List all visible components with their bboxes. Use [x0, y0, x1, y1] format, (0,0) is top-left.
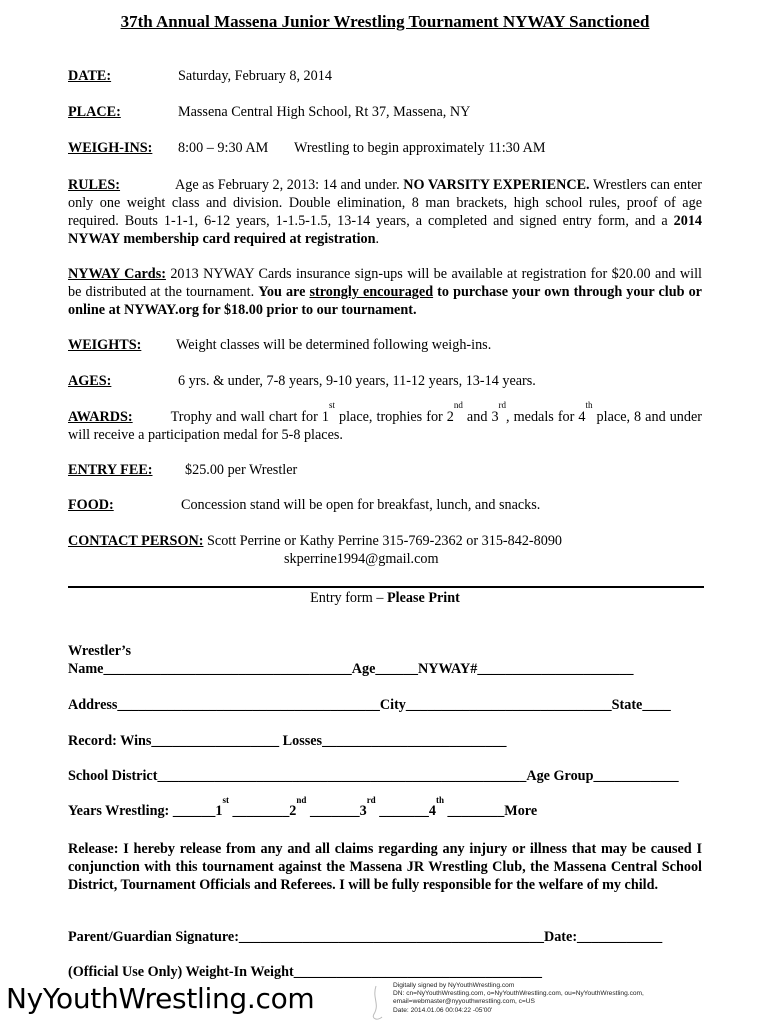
place-label: PLACE: — [68, 104, 121, 120]
awards-sup-3: rd — [498, 400, 507, 410]
rules-bold-2: 2014 NYWAY membership card required at registration — [68, 213, 702, 247]
signature-scribble-icon — [362, 984, 390, 1022]
cards-text-1: 2013 NYWAY Cards insurance sign-ups will be available at registration for $20.00 and will be distributed at the tournament. — [68, 266, 702, 300]
ages-value: 6 yrs. & under, 7-8 years, 9-10 years, 11-12 years, 13-14 years. — [178, 373, 536, 389]
state-field[interactable]: ____ — [642, 697, 671, 713]
digital-signature-line: Date: 2014.01.06 00:04:22 -05'00' — [393, 1006, 493, 1014]
cards-bold-2: to purchase your own through your club or online at NYWAY.org for $18.00 prior to our tournament. — [68, 284, 702, 318]
document-title: 37th Annual Massena Junior Wrestling Tournament NYWAY Sanctioned — [120, 12, 650, 31]
digital-signature-block — [393, 982, 713, 1015]
nyway-label: NYWAY# — [417, 661, 478, 677]
years-4-field[interactable]: _______ — [379, 803, 429, 819]
years-3-field[interactable]: _______ — [309, 803, 360, 819]
years-4-sup: th — [435, 795, 444, 805]
years-1-sup: st — [222, 795, 229, 805]
city-field[interactable]: _____________________________ — [405, 697, 612, 713]
place-row — [68, 104, 702, 121]
contact-email: skperrine1994@gmail.com — [284, 551, 439, 567]
age-field[interactable]: ______ — [375, 661, 418, 677]
section-divider — [68, 586, 704, 588]
fee-label: ENTRY FEE: — [68, 462, 153, 478]
years-2-sup: nd — [296, 795, 307, 805]
awards-sup-4: th — [585, 400, 593, 410]
date-field[interactable]: ____________ — [577, 929, 663, 945]
ages-label: AGES: — [68, 373, 112, 389]
awards-paragraph — [68, 400, 702, 444]
awards-text-1: Trophy and wall chart for 1 — [170, 409, 329, 425]
losses-label: Losses — [282, 733, 323, 749]
official-line — [68, 964, 542, 981]
ages-row — [68, 373, 702, 390]
weight-field[interactable]: ___________________________________ — [293, 964, 542, 980]
cards-label: NYWAY Cards: — [68, 266, 166, 282]
state-label: State — [611, 697, 643, 713]
signature-label: Parent/Guardian Signature: — [68, 929, 239, 945]
name-field[interactable]: ___________________________________ — [103, 661, 352, 677]
signature-line — [68, 929, 662, 946]
awards-sup-1: st — [328, 400, 335, 410]
record-line — [68, 733, 507, 750]
cards-bold-underline: strongly encouraged — [309, 284, 434, 300]
weighins-note: Wrestling to begin approximately 11:30 AM — [294, 140, 546, 156]
wins-field[interactable]: __________________ — [151, 733, 280, 749]
years-more-field[interactable]: ________ — [447, 803, 505, 819]
rules-label: RULES: — [68, 177, 121, 193]
contact-label: CONTACT PERSON: — [68, 533, 204, 549]
signature-field[interactable]: ___________________________________________ — [238, 929, 544, 945]
cards-bold-1: You are — [258, 284, 310, 300]
awards-sup-2: nd — [453, 400, 463, 410]
losses-field[interactable]: __________________________ — [322, 733, 507, 749]
date-row — [68, 68, 702, 85]
entry-form-prefix: Entry form – — [310, 590, 387, 606]
awards-text-5: place, 8 and under will receive a participation medal for 5-8 places. — [68, 409, 702, 443]
years-1-label: 1 — [215, 803, 223, 819]
cards-paragraph — [68, 265, 702, 319]
date-value: Saturday, February 8, 2014 — [178, 68, 332, 84]
food-value: Concession stand will be open for breakfast, lunch, and snacks. — [181, 497, 541, 513]
weighins-row — [68, 140, 702, 157]
weights-value: Weight classes will be determined following weigh-ins. — [176, 337, 492, 353]
school-label: School District — [68, 768, 158, 784]
years-line — [68, 795, 538, 820]
years-2-field[interactable]: ________ — [232, 803, 290, 819]
name-label: Name — [68, 661, 104, 677]
awards-text-4: , medals for 4 — [506, 409, 586, 425]
weighins-label: WEIGH-INS: — [68, 140, 153, 156]
rules-bold-1: NO VARSITY EXPERIENCE. — [403, 177, 590, 193]
years-2-label: 2 — [289, 803, 297, 819]
wins-label: Record: Wins — [68, 733, 152, 749]
weights-row — [68, 337, 702, 354]
years-4-label: 4 — [428, 803, 436, 819]
city-label: City — [379, 697, 406, 713]
fee-value: $25.00 per Wrestler — [185, 462, 298, 478]
entry-form-heading — [0, 590, 770, 607]
rules-paragraph — [68, 176, 702, 248]
years-label: Years Wrestling: — [68, 803, 170, 819]
release-paragraph: Release: I hereby release from any and all claims regarding any injury or illness that may be caused I conjunction with this tournament against the Massena JR Wrestling Club, the Massena Central School District, Tournament Officials and Referees. I will be fully responsible for the welfare of my child. — [68, 841, 702, 893]
awards-label: AWARDS: — [68, 409, 133, 425]
weighins-time: 8:00 – 9:30 AM — [178, 140, 269, 156]
age-label: Age — [351, 661, 376, 677]
wrestlers-label: Wrestler’s — [68, 643, 132, 659]
rules-text-2: Wrestlers can enter only one weight class and division. Double elimination, 8 man brackets, high school rules, proof of age required. Bouts 1-1-1, 6-12 years, 1-1.5-1.5, 13-14 years, a completed and signed entry form, and a — [68, 177, 702, 229]
digital-signature-line: DN: cn=NyYouthWrestling.com, o=NyYouthWrestling.com, ou=NyYouthWrestling.com, — [393, 990, 644, 998]
years-1-field[interactable]: ______ — [172, 803, 216, 819]
awards-text-3: and 3 — [462, 409, 499, 425]
address-label: Address — [68, 697, 118, 713]
address-field[interactable]: _____________________________________ — [117, 697, 380, 713]
food-label: FOOD: — [68, 497, 114, 513]
school-field[interactable]: ____________________________________________________ — [157, 768, 527, 784]
school-line — [68, 768, 679, 785]
date-field-label: Date: — [543, 929, 578, 945]
rules-text-3: . — [375, 231, 380, 247]
years-more-label: More — [504, 803, 538, 819]
address-line — [68, 697, 671, 714]
entry-form-please-print: Please Print — [386, 590, 460, 606]
contact-row — [68, 533, 702, 550]
fee-row — [68, 462, 702, 479]
place-value: Massena Central High School, Rt 37, Massena, NY — [178, 104, 471, 120]
weights-label: WEIGHTS: — [68, 337, 142, 353]
contact-value: Scott Perrine or Kathy Perrine 315-769-2362 or 315-842-8090 — [207, 533, 563, 549]
date-label: DATE: — [68, 68, 112, 84]
food-row — [68, 497, 702, 514]
nyway-field[interactable]: ______________________ — [477, 661, 634, 677]
agegroup-field[interactable]: ____________ — [593, 768, 679, 784]
agegroup-label: Age Group — [526, 768, 594, 784]
awards-text-2: place, trophies for 2 — [334, 409, 454, 425]
years-3-sup: rd — [366, 795, 376, 805]
official-label: (Official Use Only) Weight-In Weight — [68, 964, 294, 980]
digital-signature-line: email=webmaster@nyyouthwrestling.com, c=US — [393, 998, 535, 1006]
nyyouthwrestling-logo: NyYouthWrestling.com — [6, 982, 315, 1015]
digital-signature-line: Digitally signed by NyYouthWrestling.com — [393, 982, 515, 989]
years-3-label: 3 — [359, 803, 367, 819]
rules-text-1: Age as February 2, 2013: 14 and under. — [175, 177, 404, 193]
name-line — [68, 661, 633, 678]
